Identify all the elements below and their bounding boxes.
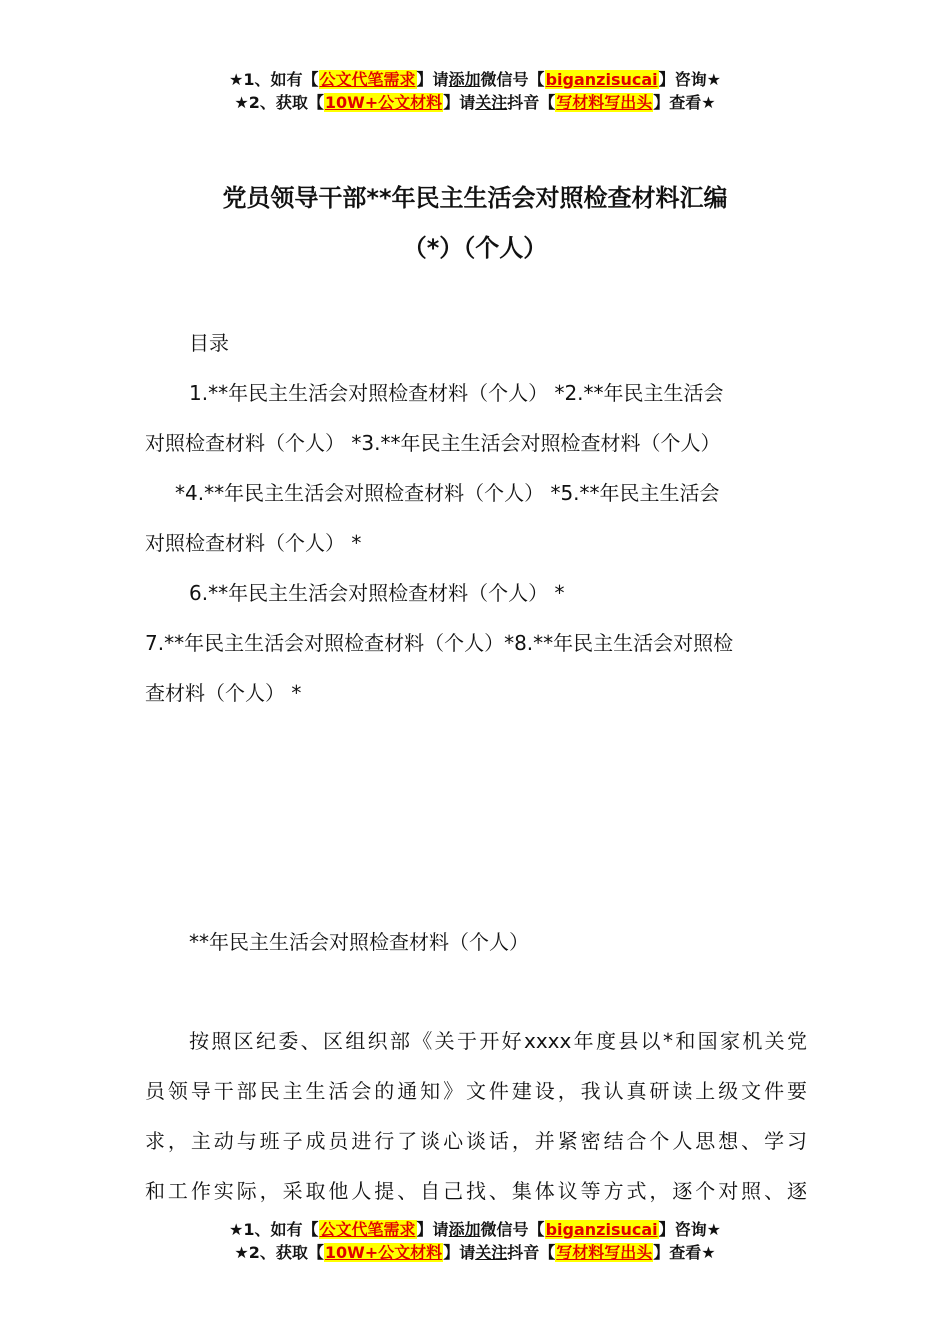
promo-text: ★1、如有【 <box>229 70 319 89</box>
document-title: 党员领导干部**年民主生活会对照检查材料汇编 <box>222 184 728 212</box>
promo-highlight: 10W+公文材料 <box>324 1243 443 1262</box>
toc-line: 6.**年民主生活会对照检查材料（个人） * <box>189 581 565 605</box>
paragraph-line: 求，主动与班子成员进行了谈心谈话，并紧密结合个人思想、学习 <box>145 1129 807 1153</box>
paragraph-line: 员领导干部民主生活会的通知》文件建设，我认真研读上级文件要 <box>145 1079 807 1103</box>
promo-banner-bottom <box>0 1218 950 1264</box>
paragraph-line: 按照区纪委、区组织部《关于开好xxxx年度县以*和国家机关党 <box>189 1029 807 1053</box>
toc-line: 7.**年民主生活会对照检查材料（个人）*8.**年民主生活会对照检 <box>145 631 734 655</box>
promo-text: ★2、获取【 <box>234 93 324 112</box>
promo-text: 】请 <box>416 1220 449 1239</box>
toc-line: 查材料（个人） * <box>145 681 302 705</box>
promo-underline: 添加 <box>448 70 481 89</box>
promo-text: ★1、如有【 <box>229 1220 319 1239</box>
promo-text: 抖音【 <box>507 1243 556 1262</box>
promo-text: ★2、获取【 <box>234 1243 324 1262</box>
promo-underline: 关注 <box>475 93 508 112</box>
promo-line-1 <box>0 68 950 91</box>
promo-text: 】咨询★ <box>658 1220 721 1239</box>
paragraph-line: 和工作实际，采取他人提、自己找、集体议等方式，逐个对照、逐 <box>145 1179 807 1203</box>
document-subtitle: （*）（个人） <box>402 234 548 262</box>
promo-text: 】查看★ <box>653 93 716 112</box>
promo-line-1 <box>0 1218 950 1241</box>
promo-banner-top <box>0 68 950 114</box>
promo-highlight: 公文代笔需求 <box>319 70 416 89</box>
promo-line-2 <box>0 91 950 114</box>
toc-line: 对照检查材料（个人） *3.**年民主生活会对照检查材料（个人） <box>145 431 721 455</box>
promo-line-2 <box>0 1241 950 1264</box>
body-paragraph <box>145 1016 807 1216</box>
toc-heading: 目录 <box>189 331 229 355</box>
toc-line: 对照检查材料（个人） * <box>145 531 362 555</box>
promo-text: 】咨询★ <box>658 70 721 89</box>
promo-text: 】请 <box>416 70 449 89</box>
promo-highlight: 写材料写出头 <box>556 1243 653 1262</box>
section-title: **年民主生活会对照检查材料（个人） <box>189 930 529 954</box>
toc-line: 1.**年民主生活会对照检查材料（个人） *2.**年民主生活会 <box>189 381 724 405</box>
promo-highlight: biganzisucai <box>545 70 658 89</box>
promo-underline: 关注 <box>475 1243 508 1262</box>
promo-highlight: 公文代笔需求 <box>319 1220 416 1239</box>
table-of-contents <box>145 318 807 718</box>
promo-text: 】请 <box>443 93 476 112</box>
toc-line: *4.**年民主生活会对照检查材料（个人） *5.**年民主生活会 <box>175 481 720 505</box>
promo-highlight: 10W+公文材料 <box>324 93 443 112</box>
promo-text: 微信号【 <box>480 1220 545 1239</box>
promo-text: 】查看★ <box>653 1243 716 1262</box>
promo-text: 抖音【 <box>507 93 556 112</box>
promo-underline: 添加 <box>448 1220 481 1239</box>
promo-highlight: biganzisucai <box>545 1220 658 1239</box>
promo-text: 】请 <box>443 1243 476 1262</box>
promo-text: 微信号【 <box>480 70 545 89</box>
promo-highlight: 写材料写出头 <box>556 93 653 112</box>
